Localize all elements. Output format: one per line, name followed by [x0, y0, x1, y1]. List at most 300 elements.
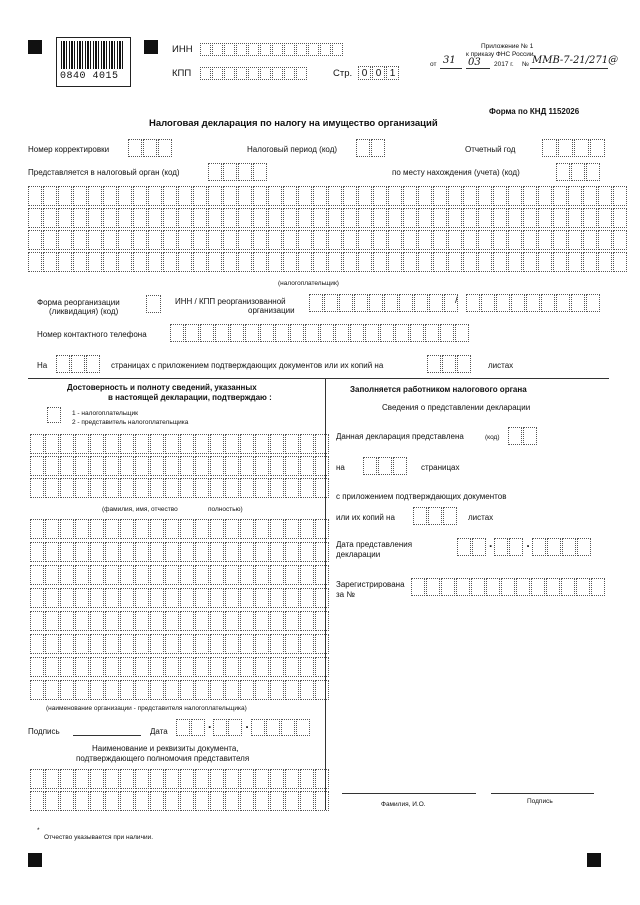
comb-cell[interactable] — [238, 252, 252, 272]
comb-cell[interactable] — [426, 578, 440, 596]
comb-cell[interactable] — [328, 230, 342, 250]
comb-cell[interactable] — [255, 680, 269, 700]
comb-cell[interactable] — [358, 208, 372, 228]
comb-cell[interactable] — [270, 634, 284, 654]
comb-cell[interactable] — [105, 634, 119, 654]
comb-cell[interactable] — [523, 186, 537, 206]
comb-cell[interactable] — [335, 324, 349, 342]
comb-cell[interactable] — [210, 542, 224, 562]
signer-date-day[interactable] — [176, 719, 206, 736]
comb-cell[interactable] — [225, 657, 239, 677]
comb-cell[interactable] — [590, 139, 605, 157]
taxpayer-name-row-4[interactable] — [28, 252, 628, 272]
comb-cell[interactable] — [300, 519, 314, 539]
comb-cell[interactable] — [425, 324, 439, 342]
comb-cell[interactable] — [255, 565, 269, 585]
taxpayer-name-row-2[interactable] — [28, 208, 628, 228]
comb-cell[interactable] — [75, 565, 89, 585]
comb-cell[interactable] — [403, 208, 417, 228]
comb-cell[interactable] — [60, 657, 74, 677]
comb-cell[interactable] — [60, 456, 74, 476]
comb-cell[interactable] — [210, 657, 224, 677]
comb-cell[interactable] — [523, 230, 537, 250]
comb-cell[interactable] — [148, 252, 162, 272]
attachments-count-field[interactable] — [427, 355, 472, 373]
comb-cell[interactable] — [255, 519, 269, 539]
comb-cell[interactable] — [208, 252, 222, 272]
comb-cell[interactable] — [133, 208, 147, 228]
comb-cell[interactable] — [30, 456, 44, 476]
comb-cell[interactable] — [440, 324, 454, 342]
comb-cell[interactable] — [180, 791, 194, 811]
comb-cell[interactable] — [270, 519, 284, 539]
comb-cell[interactable] — [43, 252, 57, 272]
comb-cell[interactable] — [45, 519, 59, 539]
comb-cell[interactable] — [315, 542, 329, 562]
comb-cell[interactable] — [120, 542, 134, 562]
reorg-kpp-field[interactable] — [466, 294, 601, 312]
comb-cell[interactable] — [28, 208, 42, 228]
comb-cell[interactable] — [210, 680, 224, 700]
signer-date-month[interactable] — [213, 719, 243, 736]
comb-cell[interactable] — [103, 186, 117, 206]
comb-cell[interactable] — [43, 186, 57, 206]
comb-cell[interactable] — [90, 478, 104, 498]
comb-cell[interactable] — [270, 791, 284, 811]
comb-cell[interactable] — [135, 434, 149, 454]
comb-cell[interactable] — [212, 43, 223, 56]
comb-cell[interactable] — [165, 680, 179, 700]
comb-cell[interactable] — [56, 355, 70, 373]
comb-cell[interactable] — [384, 294, 398, 312]
comb-cell[interactable] — [547, 538, 561, 556]
comb-cell[interactable] — [240, 657, 254, 677]
comb-cell[interactable] — [284, 43, 295, 56]
comb-cell[interactable] — [58, 230, 72, 250]
comb-cell[interactable] — [120, 791, 134, 811]
comb-cell[interactable] — [75, 434, 89, 454]
comb-cell[interactable] — [428, 507, 442, 525]
comb-cell[interactable] — [225, 542, 239, 562]
comb-cell[interactable] — [210, 565, 224, 585]
comb-cell[interactable] — [456, 578, 470, 596]
comb-cell[interactable] — [270, 657, 284, 677]
comb-cell[interactable] — [178, 186, 192, 206]
comb-cell[interactable] — [442, 355, 456, 373]
comb-cell[interactable] — [60, 565, 74, 585]
comb-cell[interactable] — [339, 294, 353, 312]
comb-cell[interactable] — [253, 163, 267, 181]
comb-cell[interactable] — [268, 252, 282, 272]
comb-cell[interactable] — [90, 611, 104, 631]
comb-cell[interactable] — [135, 611, 149, 631]
comb-cell[interactable] — [380, 324, 394, 342]
comb-cell[interactable] — [238, 186, 252, 206]
comb-cell[interactable] — [285, 680, 299, 700]
comb-cell[interactable] — [230, 324, 244, 342]
comb-cell[interactable] — [343, 252, 357, 272]
comb-cell[interactable] — [298, 252, 312, 272]
comb-cell[interactable] — [73, 186, 87, 206]
comb-cell[interactable] — [478, 186, 492, 206]
location-field[interactable] — [556, 163, 601, 181]
comb-cell[interactable] — [270, 611, 284, 631]
comb-cell[interactable] — [561, 578, 575, 596]
comb-cell[interactable] — [193, 208, 207, 228]
comb-cell[interactable] — [583, 230, 597, 250]
comb-cell[interactable] — [466, 294, 480, 312]
comb-cell[interactable] — [73, 208, 87, 228]
comb-cell[interactable] — [300, 478, 314, 498]
officer-name-line[interactable] — [342, 793, 476, 794]
comb-cell[interactable] — [105, 456, 119, 476]
comb-cell[interactable] — [305, 324, 319, 342]
comb-cell[interactable] — [105, 791, 119, 811]
comb-cell[interactable] — [75, 634, 89, 654]
comb-cell[interactable] — [568, 208, 582, 228]
comb-cell[interactable] — [135, 542, 149, 562]
comb-cell[interactable] — [523, 252, 537, 272]
comb-cell[interactable] — [240, 478, 254, 498]
comb-cell[interactable] — [30, 791, 44, 811]
comb-cell[interactable] — [105, 657, 119, 677]
comb-cell[interactable] — [103, 230, 117, 250]
taxpayer-name-row-3[interactable] — [28, 230, 628, 250]
comb-cell[interactable] — [403, 252, 417, 272]
comb-cell[interactable] — [315, 588, 329, 608]
comb-cell[interactable] — [285, 456, 299, 476]
comb-cell[interactable] — [313, 186, 327, 206]
comb-cell[interactable] — [358, 252, 372, 272]
comb-cell[interactable] — [90, 565, 104, 585]
comb-cell[interactable] — [148, 186, 162, 206]
comb-cell[interactable] — [150, 542, 164, 562]
comb-cell[interactable] — [496, 294, 510, 312]
comb-cell[interactable] — [315, 634, 329, 654]
rep-org-row-2[interactable] — [30, 542, 330, 562]
comb-cell[interactable] — [193, 186, 207, 206]
comb-cell[interactable] — [313, 230, 327, 250]
comb-cell[interactable] — [586, 163, 600, 181]
comb-cell[interactable] — [240, 769, 254, 789]
comb-cell[interactable] — [558, 139, 573, 157]
comb-cell[interactable] — [418, 230, 432, 250]
comb-cell[interactable] — [180, 478, 194, 498]
comb-cell[interactable] — [238, 163, 252, 181]
comb-cell[interactable] — [225, 519, 239, 539]
comb-cell[interactable] — [315, 657, 329, 677]
comb-cell[interactable] — [350, 324, 364, 342]
comb-cell[interactable] — [516, 578, 530, 596]
comb-cell[interactable] — [225, 478, 239, 498]
comb-cell[interactable] — [165, 769, 179, 789]
comb-cell[interactable] — [225, 565, 239, 585]
signer-sign-line[interactable] — [73, 735, 141, 736]
comb-cell[interactable] — [195, 456, 209, 476]
comb-cell[interactable] — [613, 230, 627, 250]
comb-cell[interactable] — [195, 634, 209, 654]
comb-cell[interactable] — [253, 186, 267, 206]
comb-cell[interactable] — [135, 680, 149, 700]
comb-cell[interactable] — [60, 478, 74, 498]
comb-cell[interactable] — [30, 519, 44, 539]
comb-cell[interactable] — [223, 163, 237, 181]
comb-cell[interactable] — [165, 565, 179, 585]
comb-cell[interactable] — [105, 769, 119, 789]
comb-cell[interactable] — [354, 294, 368, 312]
comb-cell[interactable] — [180, 657, 194, 677]
comb-cell[interactable] — [223, 230, 237, 250]
comb-cell[interactable] — [255, 634, 269, 654]
comb-cell[interactable] — [315, 791, 329, 811]
comb-cell[interactable] — [195, 434, 209, 454]
comb-cell[interactable] — [433, 252, 447, 272]
comb-cell[interactable] — [613, 186, 627, 206]
comb-cell[interactable] — [388, 230, 402, 250]
comb-cell[interactable] — [45, 456, 59, 476]
comb-cell[interactable] — [240, 565, 254, 585]
comb-cell[interactable] — [180, 588, 194, 608]
comb-cell[interactable] — [493, 230, 507, 250]
comb-cell[interactable] — [300, 456, 314, 476]
comb-cell[interactable] — [133, 186, 147, 206]
comb-cell[interactable] — [105, 588, 119, 608]
comb-cell[interactable] — [300, 611, 314, 631]
pages-count-field[interactable] — [56, 355, 101, 373]
comb-cell[interactable] — [120, 657, 134, 677]
comb-cell[interactable] — [120, 456, 134, 476]
comb-cell[interactable] — [315, 769, 329, 789]
signer-fio-row-3[interactable] — [30, 478, 330, 498]
comb-cell[interactable] — [343, 208, 357, 228]
comb-cell[interactable] — [300, 769, 314, 789]
comb-cell[interactable] — [75, 588, 89, 608]
comb-cell[interactable] — [403, 230, 417, 250]
comb-cell[interactable] — [478, 208, 492, 228]
comb-cell[interactable] — [433, 230, 447, 250]
comb-cell[interactable] — [285, 478, 299, 498]
rep-org-row-4[interactable] — [30, 588, 330, 608]
tax-authority-field[interactable] — [208, 163, 268, 181]
comb-cell[interactable] — [210, 634, 224, 654]
comb-cell[interactable] — [75, 680, 89, 700]
comb-cell[interactable] — [285, 565, 299, 585]
comb-cell[interactable] — [90, 657, 104, 677]
comb-cell[interactable] — [298, 186, 312, 206]
comb-cell[interactable] — [240, 611, 254, 631]
comb-cell[interactable] — [388, 252, 402, 272]
comb-cell[interactable] — [90, 588, 104, 608]
reorg-form-field[interactable] — [146, 295, 162, 313]
comb-cell[interactable] — [180, 542, 194, 562]
comb-cell[interactable] — [195, 565, 209, 585]
comb-cell[interactable] — [313, 208, 327, 228]
comb-cell[interactable] — [45, 565, 59, 585]
comb-cell[interactable] — [320, 324, 334, 342]
comb-cell[interactable] — [43, 230, 57, 250]
comb-cell[interactable] — [253, 230, 267, 250]
comb-cell[interactable] — [369, 294, 383, 312]
comb-cell[interactable] — [228, 719, 242, 736]
comb-cell[interactable] — [165, 588, 179, 608]
comb-cell[interactable] — [133, 252, 147, 272]
comb-cell[interactable] — [60, 769, 74, 789]
comb-cell[interactable] — [285, 791, 299, 811]
comb-cell[interactable] — [568, 230, 582, 250]
comb-cell[interactable] — [298, 230, 312, 250]
comb-cell[interactable] — [315, 680, 329, 700]
comb-cell[interactable] — [418, 186, 432, 206]
comb-cell[interactable] — [240, 634, 254, 654]
comb-cell[interactable] — [542, 139, 557, 157]
comb-cell[interactable] — [135, 634, 149, 654]
comb-cell[interactable] — [285, 542, 299, 562]
comb-cell[interactable] — [313, 252, 327, 272]
comb-cell[interactable] — [45, 611, 59, 631]
comb-cell[interactable] — [272, 43, 283, 56]
comb-cell[interactable] — [240, 434, 254, 454]
comb-cell[interactable] — [591, 578, 605, 596]
phone-field[interactable] — [170, 324, 470, 342]
comb-cell[interactable] — [90, 519, 104, 539]
comb-cell[interactable] — [315, 434, 329, 454]
comb-cell[interactable] — [457, 355, 471, 373]
comb-cell[interactable] — [224, 67, 235, 80]
comb-cell[interactable] — [538, 230, 552, 250]
comb-cell[interactable] — [285, 519, 299, 539]
comb-cell[interactable] — [45, 791, 59, 811]
comb-cell[interactable] — [308, 43, 319, 56]
comb-cell[interactable] — [212, 67, 223, 80]
comb-cell[interactable] — [223, 186, 237, 206]
comb-cell[interactable] — [255, 769, 269, 789]
comb-cell[interactable] — [253, 208, 267, 228]
comb-cell[interactable] — [441, 578, 455, 596]
comb-cell[interactable] — [598, 186, 612, 206]
comb-cell[interactable] — [309, 294, 323, 312]
comb-cell[interactable] — [75, 519, 89, 539]
comb-cell[interactable] — [586, 294, 600, 312]
comb-cell[interactable] — [315, 611, 329, 631]
comb-cell[interactable] — [236, 67, 247, 80]
comb-cell[interactable] — [270, 434, 284, 454]
comb-cell[interactable] — [170, 324, 184, 342]
comb-cell[interactable] — [165, 434, 179, 454]
submission-method-field[interactable] — [508, 427, 538, 445]
comb-cell[interactable] — [538, 208, 552, 228]
comb-cell[interactable] — [583, 208, 597, 228]
comb-cell[interactable] — [373, 252, 387, 272]
office-date-day[interactable] — [457, 538, 487, 556]
kpp-field[interactable] — [200, 67, 308, 80]
comb-cell[interactable] — [418, 208, 432, 228]
comb-cell[interactable] — [165, 519, 179, 539]
comb-cell[interactable] — [300, 634, 314, 654]
comb-cell[interactable] — [283, 252, 297, 272]
comb-cell[interactable] — [225, 769, 239, 789]
comb-cell[interactable] — [73, 230, 87, 250]
comb-cell[interactable] — [300, 657, 314, 677]
comb-cell[interactable] — [210, 611, 224, 631]
comb-cell[interactable] — [105, 680, 119, 700]
comb-cell[interactable] — [60, 434, 74, 454]
office-date-field[interactable] — [457, 538, 592, 556]
comb-cell[interactable] — [150, 478, 164, 498]
comb-cell[interactable] — [208, 163, 222, 181]
comb-cell[interactable] — [75, 456, 89, 476]
comb-cell[interactable] — [180, 680, 194, 700]
comb-cell[interactable] — [120, 565, 134, 585]
signer-type-field[interactable] — [47, 407, 62, 423]
comb-cell[interactable] — [195, 542, 209, 562]
comb-cell[interactable] — [148, 230, 162, 250]
comb-cell[interactable] — [180, 565, 194, 585]
comb-cell[interactable] — [150, 634, 164, 654]
comb-cell[interactable] — [541, 294, 555, 312]
comb-cell[interactable] — [163, 252, 177, 272]
office-date-month[interactable] — [494, 538, 524, 556]
comb-cell[interactable] — [568, 252, 582, 272]
comb-cell[interactable] — [120, 434, 134, 454]
comb-cell[interactable] — [508, 186, 522, 206]
comb-cell[interactable] — [210, 588, 224, 608]
comb-cell[interactable] — [414, 294, 428, 312]
rep-org-row-7[interactable] — [30, 657, 330, 677]
comb-cell[interactable] — [448, 252, 462, 272]
comb-cell[interactable] — [411, 578, 425, 596]
comb-cell[interactable] — [373, 208, 387, 228]
comb-cell[interactable] — [30, 611, 44, 631]
comb-cell[interactable] — [418, 252, 432, 272]
comb-cell[interactable] — [133, 230, 147, 250]
comb-cell[interactable] — [284, 67, 295, 80]
comb-cell[interactable] — [523, 208, 537, 228]
comb-cell[interactable] — [178, 230, 192, 250]
comb-cell[interactable] — [118, 252, 132, 272]
comb-cell[interactable] — [255, 542, 269, 562]
comb-cell[interactable] — [191, 719, 205, 736]
comb-cell[interactable] — [538, 186, 552, 206]
comb-cell[interactable] — [120, 588, 134, 608]
comb-cell[interactable] — [88, 252, 102, 272]
comb-cell[interactable] — [328, 252, 342, 272]
comb-cell[interactable] — [135, 588, 149, 608]
comb-cell[interactable] — [150, 680, 164, 700]
comb-cell[interactable] — [598, 230, 612, 250]
comb-cell[interactable] — [150, 657, 164, 677]
registration-number-field[interactable] — [411, 578, 606, 596]
rep-org-row-8[interactable] — [30, 680, 330, 700]
comb-cell[interactable] — [193, 230, 207, 250]
comb-cell[interactable] — [270, 565, 284, 585]
comb-cell[interactable] — [120, 680, 134, 700]
comb-cell[interactable] — [210, 434, 224, 454]
comb-cell[interactable] — [208, 208, 222, 228]
comb-cell[interactable] — [320, 43, 331, 56]
comb-cell[interactable] — [509, 538, 523, 556]
comb-cell[interactable] — [511, 294, 525, 312]
comb-cell[interactable] — [165, 611, 179, 631]
comb-cell[interactable] — [290, 324, 304, 342]
comb-cell[interactable] — [195, 519, 209, 539]
comb-cell[interactable] — [315, 478, 329, 498]
comb-cell[interactable] — [163, 208, 177, 228]
comb-cell[interactable] — [399, 294, 413, 312]
comb-cell[interactable] — [210, 478, 224, 498]
comb-cell[interactable] — [255, 456, 269, 476]
comb-cell[interactable] — [260, 43, 271, 56]
comb-cell[interactable] — [270, 769, 284, 789]
